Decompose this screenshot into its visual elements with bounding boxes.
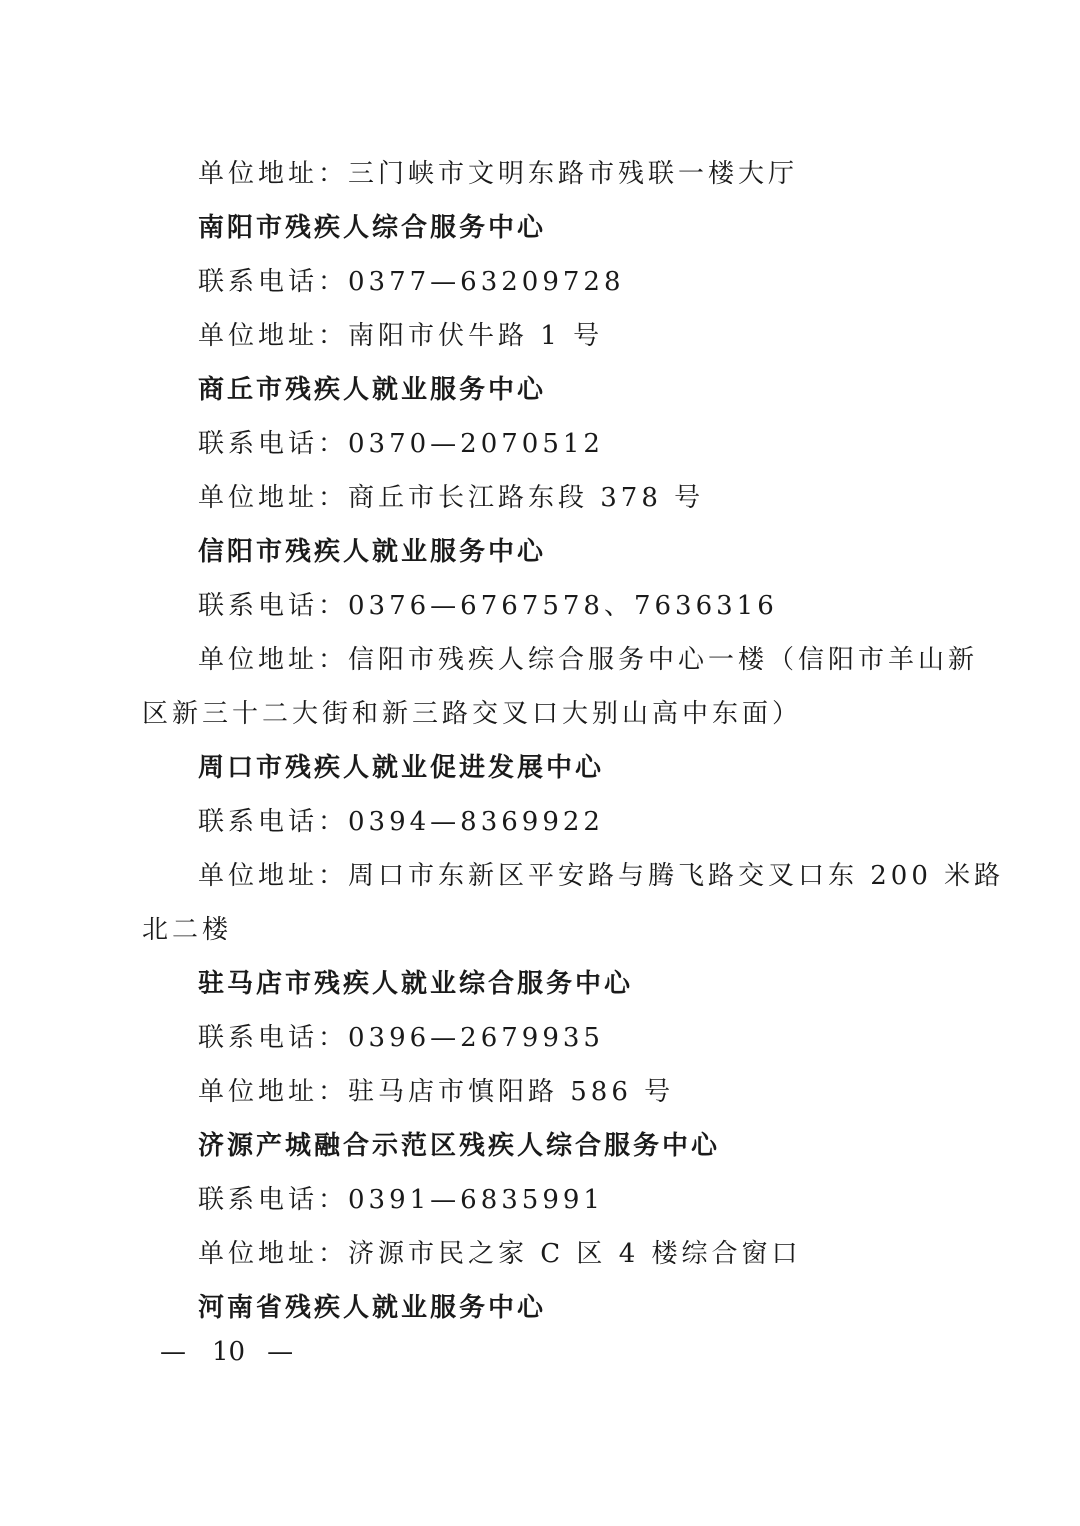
- address-line-continued: 区新三十二大街和新三路交叉口大别山高中东面）: [142, 699, 803, 729]
- org-heading: 驻马店市残疾人就业综合服务中心: [198, 969, 634, 999]
- footer-dash-right: —: [267, 1337, 294, 1367]
- address-line: 单位地址：三门峡市文明东路市残联一楼大厅: [198, 159, 799, 189]
- phone-line: 联系电话：0370—2070512: [198, 429, 604, 459]
- org-heading: 南阳市残疾人综合服务中心: [198, 213, 547, 243]
- address-line: 单位地址：信阳市残疾人综合服务中心一楼（信阳市羊山新: [198, 645, 979, 675]
- phone-line: 联系电话：0391—6835991: [198, 1185, 604, 1215]
- footer-dash-left: —: [160, 1337, 186, 1367]
- phone-line: 联系电话：0394—8369922: [198, 807, 604, 837]
- address-line: 单位地址：济源市民之家 C 区 4 楼综合窗口: [198, 1239, 802, 1269]
- phone-line: 联系电话：0377—63209728: [198, 267, 625, 297]
- address-line: 单位地址：驻马店市慎阳路 586 号: [198, 1077, 675, 1107]
- address-line: 单位地址：南阳市伏牛路 1 号: [198, 321, 604, 351]
- address-line: 单位地址：商丘市长江路东段 378 号: [198, 483, 705, 513]
- org-heading: 河南省残疾人就业服务中心: [198, 1293, 547, 1323]
- page-number-footer: [160, 1334, 297, 1370]
- org-heading: 商丘市残疾人就业服务中心: [198, 375, 547, 405]
- org-heading: 济源产城融合示范区残疾人综合服务中心: [198, 1131, 721, 1161]
- phone-line: 联系电话：0376—6767578、7636316: [198, 591, 778, 621]
- page-number: 10: [212, 1337, 246, 1367]
- address-line-continued: 北二楼: [142, 915, 233, 945]
- org-heading: 信阳市残疾人就业服务中心: [198, 537, 547, 567]
- phone-line: 联系电话：0396—2679935: [198, 1023, 604, 1053]
- address-line: 单位地址：周口市东新区平安路与腾飞路交叉口东 200 米路: [198, 861, 1005, 891]
- org-heading: 周口市残疾人就业促进发展中心: [198, 753, 605, 783]
